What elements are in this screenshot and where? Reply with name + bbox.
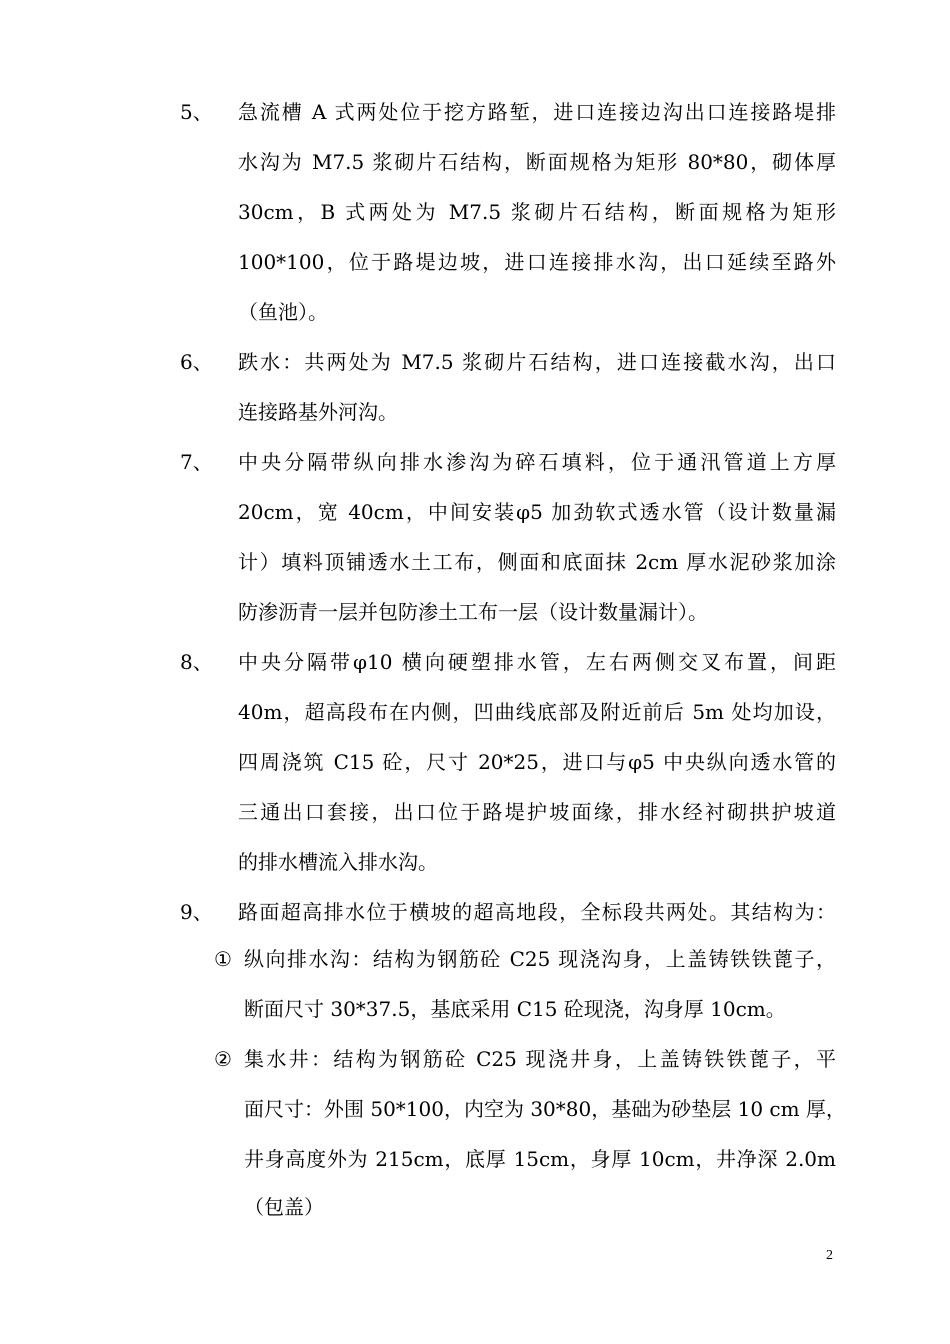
subitem-marker: ① bbox=[214, 947, 232, 971]
paragraph-line: 面尺寸：外围 50*100，内空为 30*80，基础为砂垫层 10 cm 厚， bbox=[244, 1097, 846, 1121]
paragraph-line: 100*100，位于路堤边坡，进口连接排水沟，出口延续至路外 bbox=[238, 250, 836, 274]
item-number: 8、 bbox=[180, 650, 213, 674]
paragraph-line: 防渗沥青一层并包防渗土工布一层（设计数量漏计）。 bbox=[238, 600, 708, 624]
item-number: 7、 bbox=[180, 450, 213, 474]
paragraph-line: 集水井：结构为钢筋砼 C25 现浇井身，上盖铸铁铁蓖子，平 bbox=[244, 1047, 836, 1071]
paragraph-line: 断面尺寸 30*37.5，基底采用 C15 砼现浇，沟身厚 10cm。 bbox=[244, 997, 786, 1021]
paragraph-line: 纵向排水沟：结构为钢筋砼 C25 现浇沟身，上盖铸铁铁蓖子， bbox=[244, 947, 836, 971]
paragraph-line: 20cm，宽 40cm，中间安装φ5 加劲软式透水管（设计数量漏 bbox=[238, 500, 836, 524]
paragraph-line: （鱼池）。 bbox=[238, 300, 328, 324]
page-number: 2 bbox=[826, 1248, 833, 1263]
paragraph-line: 中央分隔带纵向排水渗沟为碎石填料，位于通汛管道上方厚 bbox=[238, 450, 836, 474]
paragraph-line: （包盖） bbox=[244, 1195, 324, 1219]
paragraph-line: 四周浇筑 C15 砼，尺寸 20*25，进口与φ5 中央纵向透水管的 bbox=[238, 750, 836, 774]
paragraph-line: 30cm，B 式两处为 M7.5 浆砌片石结构，断面规格为矩形 bbox=[238, 200, 836, 224]
paragraph-line: 井身高度外为 215cm，底厚 15cm，身厚 10cm，井净深 2.0m bbox=[244, 1147, 836, 1171]
paragraph-line: 40m，超高段布在内侧，凹曲线底部及附近前后 5m 处均加设， bbox=[238, 700, 836, 724]
paragraph-line: 急流槽 A 式两处位于挖方路堑，进口连接边沟出口连接路堤排 bbox=[238, 100, 836, 124]
paragraph-line: 的排水槽流入排水沟。 bbox=[238, 850, 438, 874]
paragraph-line: 水沟为 M7.5 浆砌片石结构，断面规格为矩形 80*80，砌体厚 bbox=[238, 150, 836, 174]
paragraph-line: 计）填料顶铺透水土工布，侧面和底面抹 2cm 厚水泥砂浆加涂 bbox=[238, 550, 836, 574]
paragraph-line: 连接路基外河沟。 bbox=[238, 400, 398, 424]
subitem-marker: ② bbox=[214, 1047, 232, 1071]
paragraph-line: 跌水：共两处为 M7.5 浆砌片石结构，进口连接截水沟，出口 bbox=[238, 350, 836, 374]
paragraph-line: 三通出口套接，出口位于路堤护坡面缘，排水经衬砌拱护坡道 bbox=[238, 800, 836, 824]
item-number: 5、 bbox=[180, 100, 213, 124]
item-number: 6、 bbox=[180, 350, 213, 374]
paragraph-line: 中央分隔带φ10 横向硬塑排水管，左右两侧交叉布置，间距 bbox=[238, 650, 836, 674]
item-number: 9、 bbox=[180, 900, 213, 924]
paragraph-line: 路面超高排水位于横坡的超高地段，全标段共两处。其结构为： bbox=[238, 900, 836, 924]
